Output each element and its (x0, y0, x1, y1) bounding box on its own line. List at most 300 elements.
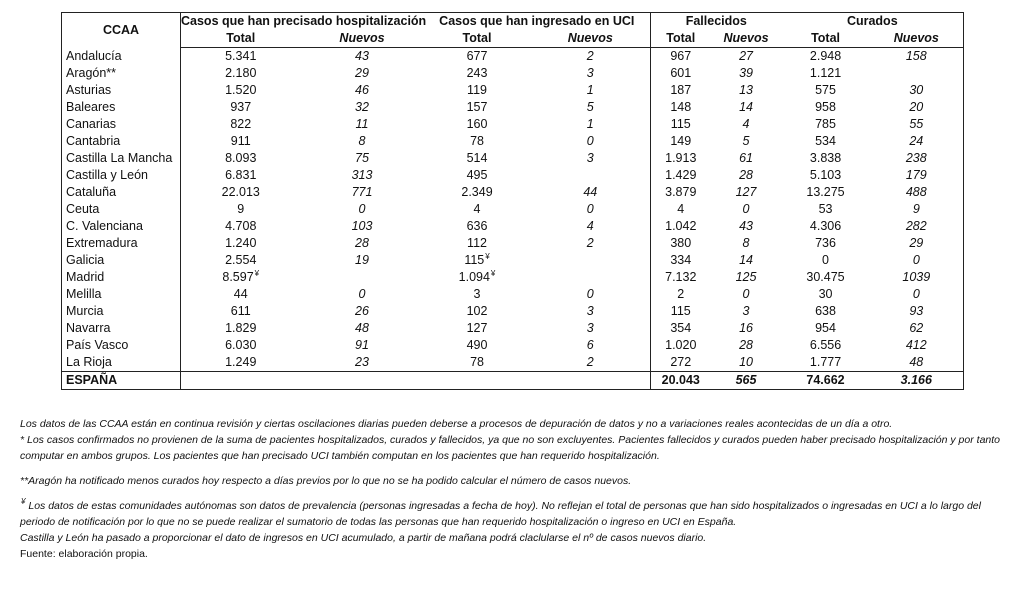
cell-cur-nuevos-value: 24 (909, 134, 924, 148)
cell-ccaa-value: Extremadura (66, 236, 138, 250)
table-row (62, 48, 964, 66)
cell-hosp-total-value: 937 (230, 100, 252, 114)
cell-ccaa (62, 269, 181, 286)
cell-uci-nuevos-value: 5 (586, 100, 594, 114)
cell-fall-total-value: 354 (670, 321, 692, 335)
table-row (62, 303, 964, 320)
cell-hosp-nuevos-value: 26 (355, 304, 369, 318)
table-row (62, 116, 964, 133)
cell-fall-total (651, 252, 711, 269)
cell-uci-nuevos (531, 167, 651, 184)
cell-cur-nuevos-value: 1039 (902, 270, 931, 284)
table-row (62, 252, 964, 269)
cell-uci-total (424, 184, 531, 201)
cell-cur-nuevos (870, 48, 964, 66)
cell-uci-total (424, 303, 531, 320)
cell-cur-nuevos (870, 337, 964, 354)
cell-uci-total (424, 269, 531, 286)
cell-ccaa-value: Murcia (66, 304, 104, 318)
cell-hosp-total (181, 133, 301, 150)
cell-uci-nuevos-value: 0 (586, 287, 594, 301)
cell-fall-total (651, 133, 711, 150)
table-row (62, 82, 964, 99)
footnotes (20, 416, 1012, 562)
cell-uci-nuevos (531, 48, 651, 66)
cell-uci-nuevos-value: 2 (586, 355, 594, 369)
cell-uci-total-value: 677 (466, 49, 488, 63)
cell-fall-total-value: 1.913 (665, 151, 697, 165)
cell-fall-total-value: 1.429 (665, 168, 697, 182)
cell-cur-total (782, 218, 870, 235)
cell-fall-total-value: 115 (670, 117, 691, 131)
cell-fall-total (651, 48, 711, 66)
cell-cur-total-value: 1.777 (809, 355, 842, 369)
cell-hosp-total (181, 269, 301, 286)
table-row (62, 184, 964, 201)
note-casos-confirmados: * Los casos confirmados no provienen de la suma de pacientes hospitalizados, curados y fallecidos, ya que no son excluyentes. Pacientes fallecidos y curados pueden haber precisado hospitalización y por tanto computar en ambos grupos. Los pacientes que han precisado UCI también computan en los pacientes que han requerido hospitalización. (20, 434, 1001, 462)
cell-uci-total (424, 48, 531, 66)
cell-hosp-nuevos-value: 32 (355, 100, 369, 114)
cell-hosp-nuevos (301, 116, 424, 133)
cell-fall-nuevos-value: 13 (739, 83, 753, 97)
cell-uci-nuevos (531, 252, 651, 269)
yen-footnote-mark: ¥ (485, 252, 490, 261)
cell-hosp-nuevos-value: 48 (355, 321, 369, 335)
cell-uci-nuevos (531, 269, 651, 286)
cell-cur-total (782, 252, 870, 269)
cell-uci-total-value: 112 (467, 236, 487, 250)
cell-fall-nuevos (711, 235, 782, 252)
cell-cur-total (782, 269, 870, 286)
cell-cur-nuevos-value: 412 (905, 338, 927, 352)
cell-ccaa-value: Cataluña (66, 185, 117, 199)
cell-hosp-total-value: 911 (230, 134, 251, 148)
cell-ccaa (62, 150, 181, 167)
cell-cur-total (782, 65, 870, 82)
cell-fall-total-value: 601 (670, 66, 692, 80)
table-row (62, 150, 964, 167)
cell-cur-nuevos-value: 9 (912, 202, 920, 216)
cell-fall-nuevos (711, 184, 782, 201)
cell-hosp-nuevos-value: 29 (355, 66, 369, 80)
cell-ccaa-value: Castilla y León (66, 168, 148, 182)
cell-hosp-nuevos (301, 99, 424, 116)
cell-ccaa-value: Andalucía (66, 48, 122, 63)
cell-cur-total-value: 785 (815, 117, 836, 131)
header-uci-total: Total (424, 30, 531, 48)
cell-hosp-total-value: 1.249 (225, 355, 257, 369)
cell-cur-nuevos (870, 320, 964, 337)
cell-hosp-total-value: 6.831 (225, 168, 257, 182)
cell-cur-nuevos (870, 354, 964, 372)
cell-fall-nuevos (711, 337, 782, 354)
cell-hosp-total (181, 218, 301, 235)
note-yen-mark: ¥ (21, 497, 26, 506)
cell-fall-nuevos-value: 10 (739, 355, 753, 369)
cell-fall-total (651, 269, 711, 286)
cell-fall-nuevos-value: 8 (742, 236, 750, 250)
cell-fall-total-value: 1.042 (665, 219, 697, 233)
cell-cur-nuevos-value: 238 (905, 151, 927, 165)
cell-fall-total (651, 150, 711, 167)
cell-hosp-nuevos (301, 303, 424, 320)
cell-fall-total-value: 380 (670, 236, 692, 250)
cell-uci-nuevos (531, 286, 651, 303)
cell-uci-total (424, 235, 531, 252)
cell-uci-nuevos (531, 303, 651, 320)
cell-cur-total-value: 0 (822, 253, 829, 267)
table-row (62, 269, 964, 286)
cell-cur-nuevos-value: 20 (909, 100, 924, 114)
cell-fall-nuevos-value: 0 (742, 287, 750, 301)
cell-uci-nuevos-value: 2 (586, 49, 594, 63)
cell-fall-total-value: 187 (670, 83, 692, 97)
cell-cur-total (782, 82, 870, 99)
cell-fall-nuevos (711, 286, 782, 303)
cell-hosp-total (181, 286, 301, 303)
cell-cur-nuevos-value: 29 (909, 236, 924, 250)
cell-ccaa (62, 82, 181, 99)
table-row (62, 201, 964, 218)
cell-uci-total-value: 243 (466, 66, 488, 80)
table-row (62, 218, 964, 235)
total-uci-nuevos (531, 372, 651, 390)
cell-hosp-total-value: 8.597 (222, 270, 254, 284)
cell-fall-nuevos-value: 5 (742, 134, 750, 148)
table-row (62, 167, 964, 184)
ccaa-data-table (61, 12, 964, 390)
header-hosp-nuevos: Nuevos (301, 30, 424, 48)
cell-fall-total (651, 184, 711, 201)
cell-ccaa (62, 218, 181, 235)
cell-uci-total (424, 99, 531, 116)
total-hosp-total (181, 372, 301, 390)
cell-ccaa-value: Melilla (66, 287, 102, 301)
cell-cur-nuevos-value: 93 (909, 304, 924, 318)
cell-fall-total-value: 272 (670, 355, 692, 369)
cell-hosp-total (181, 337, 301, 354)
cell-uci-total-value: 102 (466, 304, 488, 318)
cell-ccaa (62, 252, 181, 269)
cell-hosp-total (181, 303, 301, 320)
cell-fall-total-value: 7.132 (665, 270, 697, 284)
note-castilla-leon: Castilla y León ha pasado a proporcionar el dato de ingresos en UCI acumulado, a partir de mañana podrá claclularse el nº de casos nuevos diario. (20, 532, 707, 544)
cell-fall-total-value: 149 (670, 134, 692, 148)
cell-cur-total (782, 184, 870, 201)
cell-uci-nuevos (531, 218, 651, 235)
cell-uci-nuevos-value: 6 (586, 338, 594, 352)
cell-hosp-total (181, 354, 301, 372)
cell-uci-total (424, 150, 531, 167)
cell-uci-nuevos (531, 184, 651, 201)
cell-ccaa (62, 235, 181, 252)
cell-ccaa (62, 303, 181, 320)
cell-hosp-nuevos-value: 8 (358, 134, 366, 148)
cell-cur-nuevos-value: 0 (912, 287, 920, 301)
cell-fall-total (651, 286, 711, 303)
cell-hosp-total (181, 201, 301, 218)
cell-cur-nuevos (870, 65, 964, 82)
cell-ccaa (62, 48, 181, 66)
table-row (62, 99, 964, 116)
cell-cur-total (782, 320, 870, 337)
total-uci-total (424, 372, 531, 390)
cell-uci-total (424, 218, 531, 235)
cell-uci-nuevos (531, 201, 651, 218)
table-row (62, 337, 964, 354)
total-hosp-nuevos (301, 372, 424, 390)
header-uci: Casos que han ingresado en UCI (424, 13, 651, 31)
cell-fall-total-value: 967 (670, 49, 692, 63)
cell-uci-total-value: 127 (466, 321, 488, 335)
cell-cur-nuevos-value: 55 (909, 117, 924, 131)
cell-hosp-total-value: 8.093 (225, 151, 257, 165)
cell-uci-nuevos-value: 3 (586, 151, 594, 165)
cell-cur-total (782, 354, 870, 372)
cell-ccaa (62, 286, 181, 303)
cell-cur-total-value: 30.475 (806, 270, 845, 284)
cell-hosp-total (181, 65, 301, 82)
cell-cur-total-value: 6.556 (809, 338, 842, 352)
cell-uci-nuevos-value: 3 (586, 66, 594, 80)
cell-cur-total-value: 954 (815, 321, 836, 335)
total-fall-total: 20.043 (651, 372, 711, 390)
cell-uci-total (424, 354, 531, 372)
cell-ccaa-value: Galicia (66, 253, 105, 267)
cell-uci-total-value: 157 (466, 100, 488, 114)
cell-hosp-nuevos (301, 218, 424, 235)
cell-ccaa-value: La Rioja (66, 355, 112, 369)
cell-cur-nuevos-value: 158 (905, 49, 927, 63)
cell-fall-nuevos (711, 82, 782, 99)
cell-fall-nuevos-value: 3 (742, 304, 750, 318)
cell-uci-nuevos (531, 82, 651, 99)
cell-uci-nuevos (531, 150, 651, 167)
cell-uci-total-value: 495 (466, 168, 488, 182)
cell-uci-total-value: 115 (464, 253, 485, 267)
cell-ccaa (62, 133, 181, 150)
cell-uci-total-value: 514 (466, 151, 488, 165)
cell-cur-total (782, 201, 870, 218)
cell-cur-total (782, 167, 870, 184)
cell-cur-nuevos (870, 82, 964, 99)
table-row (62, 354, 964, 372)
cell-cur-total (782, 337, 870, 354)
cell-uci-total-value: 2.349 (461, 185, 493, 199)
cell-uci-total-value: 636 (466, 219, 488, 233)
yen-footnote-mark: ¥ (254, 269, 260, 278)
cell-uci-nuevos-value: 44 (583, 185, 598, 199)
cell-uci-nuevos-value: 4 (586, 219, 594, 233)
cell-ccaa-value: Ceuta (66, 202, 100, 216)
cell-hosp-nuevos-value: 0 (358, 287, 366, 301)
cell-ccaa-value: Castilla La Mancha (66, 151, 173, 165)
cell-fall-nuevos-value: 16 (739, 321, 753, 335)
cell-uci-total (424, 167, 531, 184)
cell-fall-total-value: 115 (670, 304, 691, 318)
cell-uci-nuevos-value: 3 (586, 304, 594, 318)
cell-hosp-total (181, 167, 301, 184)
cell-cur-total-value: 30 (818, 287, 833, 301)
cell-hosp-nuevos (301, 320, 424, 337)
cell-ccaa-value: Canarias (66, 117, 117, 131)
cell-cur-nuevos (870, 167, 964, 184)
cell-uci-total-value: 160 (466, 117, 488, 131)
header-fall-nuevos: Nuevos (711, 30, 782, 48)
cell-cur-nuevos (870, 99, 964, 116)
cell-uci-nuevos (531, 354, 651, 372)
header-curados: Curados (782, 13, 964, 31)
cell-hosp-nuevos (301, 167, 424, 184)
cell-hosp-nuevos (301, 48, 424, 66)
cell-fall-nuevos-value: 0 (742, 202, 750, 216)
cell-hosp-total-value: 5.341 (225, 49, 257, 63)
cell-fall-total-value: 334 (670, 253, 692, 267)
header-cur-total: Total (782, 30, 870, 48)
cell-hosp-nuevos-value: 28 (355, 236, 369, 250)
cell-hosp-nuevos-value: 19 (355, 253, 369, 267)
cell-hosp-nuevos (301, 286, 424, 303)
cell-cur-nuevos (870, 252, 964, 269)
cell-ccaa-value: Navarra (66, 321, 111, 335)
cell-fall-total (651, 167, 711, 184)
cell-ccaa-value: País Vasco (66, 338, 129, 352)
cell-uci-nuevos (531, 320, 651, 337)
cell-fall-nuevos-value: 127 (735, 185, 757, 199)
cell-cur-total-value: 53 (818, 202, 833, 216)
header-cur-nuevos: Nuevos (870, 30, 964, 48)
cell-fall-nuevos-value: 28 (739, 168, 753, 182)
cell-hosp-nuevos (301, 150, 424, 167)
cell-cur-total-value: 13.275 (806, 185, 845, 199)
note-aragon: **Aragón ha notificado menos curados hoy respecto a días previos por lo que no se ha podido calcular el número de casos nuevos. (20, 475, 632, 487)
cell-uci-total-value: 78 (470, 355, 484, 369)
header-hosp-total: Total (181, 30, 301, 48)
cell-fall-nuevos (711, 133, 782, 150)
cell-hosp-total-value: 9 (237, 202, 245, 216)
header-fallecidos: Fallecidos (651, 13, 782, 31)
cell-hosp-nuevos-value: 46 (355, 83, 369, 97)
cell-fall-total (651, 82, 711, 99)
cell-uci-total-value: 1.094 (458, 270, 490, 284)
cell-cur-total-value: 534 (815, 134, 836, 148)
cell-cur-total-value: 3.838 (809, 151, 842, 165)
cell-cur-nuevos (870, 269, 964, 286)
cell-fall-nuevos (711, 252, 782, 269)
cell-uci-total (424, 252, 531, 269)
cell-cur-nuevos-value: 488 (905, 185, 927, 199)
cell-uci-nuevos-value: 2 (586, 236, 594, 250)
cell-fall-total (651, 303, 711, 320)
cell-uci-total (424, 337, 531, 354)
cell-uci-total-value: 4 (473, 202, 481, 216)
cell-fall-total (651, 65, 711, 82)
cell-fall-nuevos (711, 218, 782, 235)
cell-cur-nuevos (870, 303, 964, 320)
cell-cur-total-value: 638 (815, 304, 836, 318)
table-row (62, 65, 964, 82)
cell-fall-nuevos (711, 65, 782, 82)
table-row (62, 235, 964, 252)
cell-uci-total-value: 490 (466, 338, 488, 352)
cell-hosp-total-value: 4.708 (225, 219, 257, 233)
header-hospitalizacion: Casos que han precisado hospitalización (181, 14, 427, 28)
cell-hosp-total-value: 2.180 (225, 66, 257, 80)
cell-fall-nuevos (711, 269, 782, 286)
cell-cur-total (782, 286, 870, 303)
cell-hosp-total-value: 22.013 (221, 185, 260, 199)
cell-ccaa-value: Aragón** (66, 66, 117, 80)
cell-uci-nuevos (531, 65, 651, 82)
table-row (62, 320, 964, 337)
cell-fall-nuevos (711, 354, 782, 372)
cell-hosp-total-value: 2.554 (225, 253, 257, 267)
cell-uci-total (424, 286, 531, 303)
cell-fall-total-value: 4 (677, 202, 685, 216)
cell-ccaa (62, 99, 181, 116)
cell-ccaa-value: Madrid (66, 270, 105, 284)
cell-cur-total-value: 2.948 (809, 49, 842, 63)
cell-uci-nuevos-value: 1 (586, 83, 594, 97)
cell-ccaa-value: Cantabria (66, 134, 121, 148)
cell-ccaa (62, 354, 181, 372)
cell-cur-total-value: 958 (815, 100, 836, 114)
note-revision: Los datos de las CCAA están en continua revisión y ciertas oscilaciones diarias pueden deberse a procesos de depuración de datos y no a variaciones reales acontecidas de un día a otro. (20, 418, 893, 430)
total-fall-nuevos: 565 (711, 372, 782, 390)
cell-hosp-total (181, 235, 301, 252)
cell-hosp-nuevos-value: 91 (355, 338, 369, 352)
cell-fall-nuevos-value: 14 (739, 100, 753, 114)
cell-ccaa-value: Baleares (66, 100, 116, 114)
cell-fall-nuevos-value: 28 (739, 338, 753, 352)
cell-fall-nuevos (711, 201, 782, 218)
note-prevalencia (20, 498, 1012, 530)
cell-ccaa (62, 167, 181, 184)
cell-uci-nuevos (531, 235, 651, 252)
cell-cur-total-value: 575 (815, 83, 836, 97)
cell-ccaa (62, 184, 181, 201)
cell-fall-total (651, 337, 711, 354)
table-body (62, 48, 964, 372)
cell-uci-total (424, 320, 531, 337)
cell-hosp-nuevos-value: 0 (358, 202, 366, 216)
header-uci-nuevos: Nuevos (531, 30, 651, 48)
cell-hosp-nuevos (301, 201, 424, 218)
cell-cur-nuevos-value: 30 (909, 83, 924, 97)
cell-fall-total (651, 235, 711, 252)
cell-cur-nuevos (870, 235, 964, 252)
cell-fall-nuevos (711, 116, 782, 133)
cell-cur-total (782, 150, 870, 167)
cell-cur-nuevos-value: 282 (905, 219, 927, 233)
cell-hosp-total (181, 150, 301, 167)
cell-fall-nuevos-value: 43 (739, 219, 753, 233)
cell-hosp-nuevos (301, 269, 424, 286)
table-row (62, 133, 964, 150)
cell-ccaa (62, 201, 181, 218)
cell-hosp-nuevos (301, 65, 424, 82)
cell-hosp-nuevos (301, 354, 424, 372)
cell-hosp-total (181, 320, 301, 337)
cell-fall-nuevos-value: 4 (742, 117, 750, 131)
cell-uci-total (424, 65, 531, 82)
cell-uci-total-value: 78 (470, 134, 484, 148)
cell-fall-nuevos-value: 125 (735, 270, 757, 284)
cell-hosp-total-value: 44 (233, 287, 248, 301)
cell-fall-total (651, 218, 711, 235)
cell-hosp-total-value: 1.829 (225, 321, 257, 335)
cell-cur-total-value: 4.306 (809, 219, 842, 233)
